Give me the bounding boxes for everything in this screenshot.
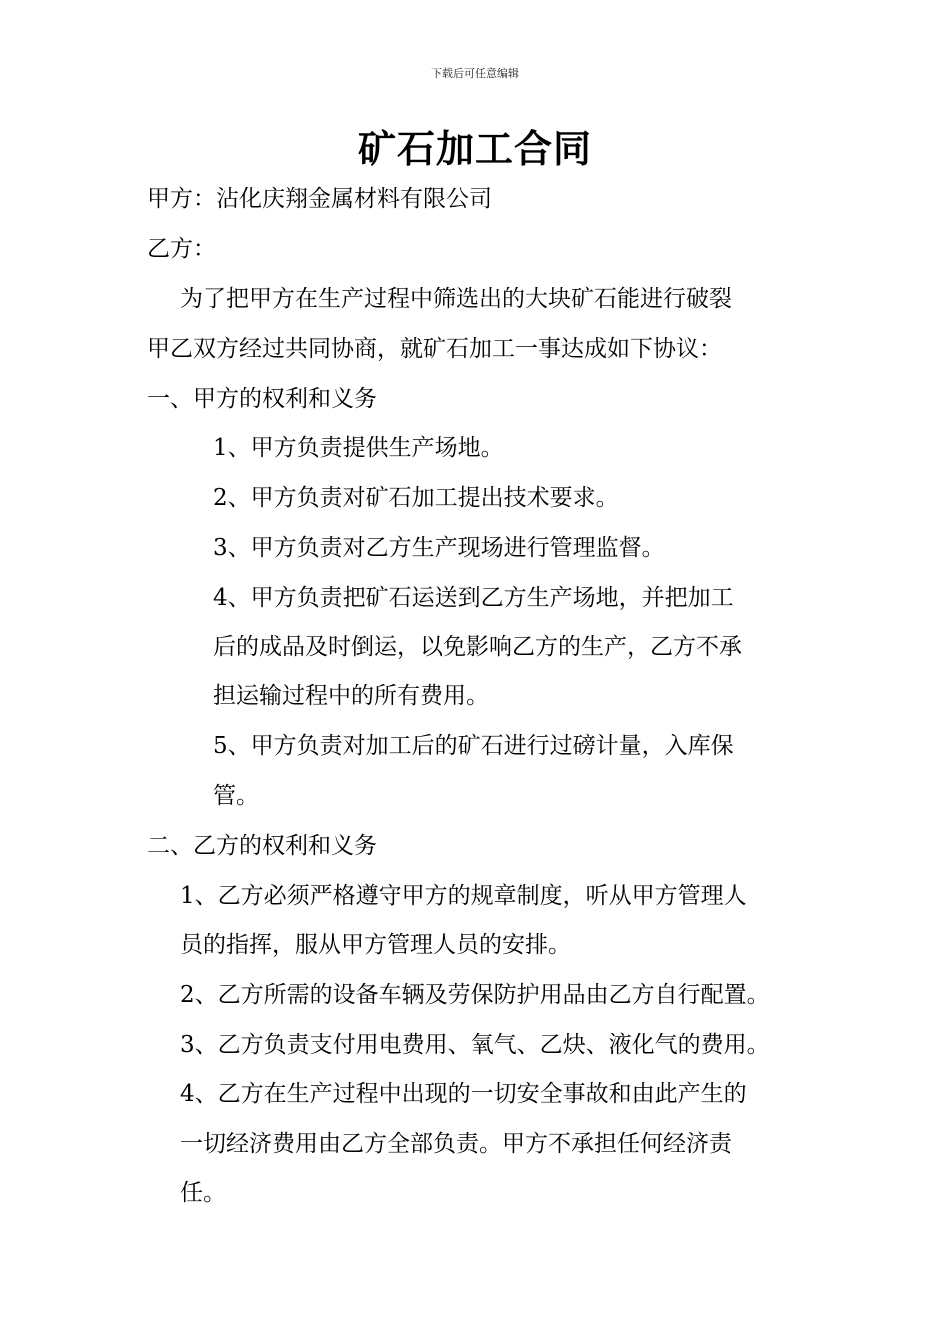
intro-line: 甲乙双方经过共同协商，就矿石加工一事达成如下协议： <box>147 336 722 362</box>
section-1-line: 1、甲方负责提供生产场地。 <box>213 435 504 461</box>
section-1-line: 管。 <box>213 783 259 809</box>
section-1-line: 4、甲方负责把矿石运送到乙方生产场地，并把加工 <box>213 585 734 611</box>
section-2-heading: 二、乙方的权利和义务 <box>147 833 377 859</box>
section-2-line: 任。 <box>180 1180 226 1206</box>
section-2-line: 员的指挥，服从甲方管理人员的安排。 <box>180 932 571 958</box>
party-a-line: 甲方：沾化庆翔金属材料有限公司 <box>147 186 492 212</box>
section-1-line: 担运输过程中的所有费用。 <box>213 683 489 709</box>
section-2-line: 3、乙方负责支付用电费用、氧气、乙炔、液化气的费用。 <box>180 1032 770 1058</box>
header-note: 下载后可任意编辑 <box>431 67 519 80</box>
section-1-line: 2、甲方负责对矿石加工提出技术要求。 <box>213 485 619 511</box>
party-b-line: 乙方： <box>147 236 216 262</box>
section-2-line: 4、乙方在生产过程中出现的一切安全事故和由此产生的 <box>180 1081 747 1107</box>
section-1-heading: 一、甲方的权利和义务 <box>147 386 377 412</box>
document-title: 矿石加工合同 <box>357 126 592 171</box>
section-1-line: 3、甲方负责对乙方生产现场进行管理监督。 <box>213 535 665 561</box>
section-1-line: 后的成品及时倒运，以免影响乙方的生产，乙方不承 <box>213 634 742 660</box>
section-2-line: 2、乙方所需的设备车辆及劳保防护用品由乙方自行配置。 <box>180 982 770 1008</box>
section-1-line: 5、甲方负责对加工后的矿石进行过磅计量，入库保 <box>213 733 734 759</box>
intro-line: 为了把甲方在生产过程中筛选出的大块矿石能进行破裂 <box>180 286 732 312</box>
section-2-line: 一切经济费用由乙方全部负责。甲方不承担任何经济责 <box>180 1131 732 1157</box>
section-2-line: 1、乙方必须严格遵守甲方的规章制度，听从甲方管理人 <box>180 883 747 909</box>
